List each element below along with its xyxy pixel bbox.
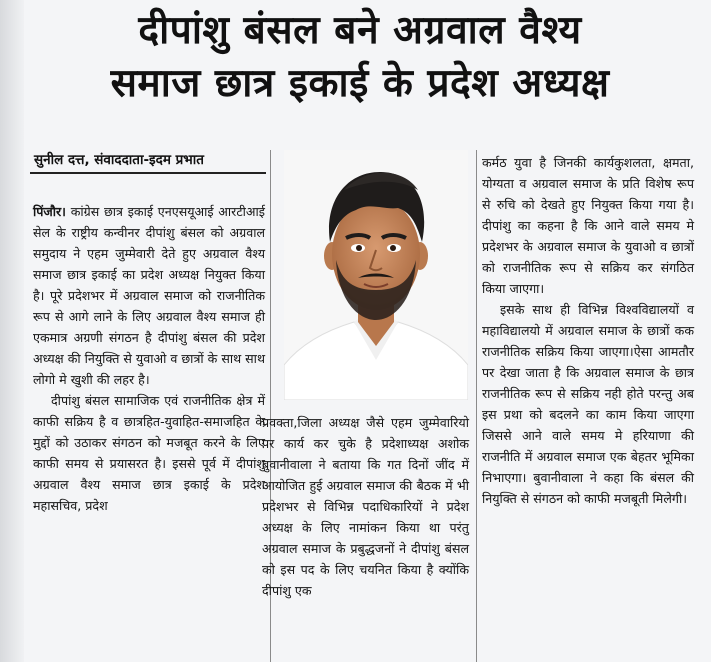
column-divider-2 — [476, 150, 477, 662]
paragraph — [33, 201, 265, 390]
headline — [20, 4, 700, 110]
dateline: पिंजौर। — [33, 204, 66, 219]
portrait-illustration — [284, 150, 468, 400]
paragraph: दीपांशु बंसल सामाजिक एवं राजनीतिक क्षेत्र में काफी सक्रिय है व छात्रहित-युवाहित-समाजहित के मुद्दों को उठाकर संगठन को मजबूत करने के लिए काफी समय से प्रयासरत है। इससे पूर्व में दीपांशु अग्रवाल वैश्य समाज छात्र इकाई के प्रदेश महासचिव, प्रदेश — [33, 393, 265, 513]
byline-rule — [30, 172, 266, 174]
paragraph: इसके साथ ही विभिन्न विश्वविद्यालयों व महाविद्यालयो में अग्रवाल समाज के छात्रों कक राजनीतिक सक्रिय किया जाएगा।ऐसा आमतौर पर देखा जाता है कि अग्रवाल समाज के छात्र राजनीतिक रूप से सक्रिय नही होते परन्तु अब इस प्रथा को बदलने का काम किया जाएगा जिससे आने वाले समय मे हरियाणा की राजनीति में अग्रवाल समाज एक बेहतर भूमिका निभाएगा। बुवानीवाला ने कहा कि बंसल की नियुक्ति से संगठन को काफी मजबूती मिलेगी। — [482, 302, 694, 506]
article-column-3 — [482, 152, 694, 509]
article-column-2 — [262, 412, 469, 601]
paragraph: कर्मठ युवा है जिनकी कार्यकुशलता, क्षमता, योग्यता व अग्रवाल समाज के प्रति विशेष रूप से रुचि को देखते हुए नियुक्त किया गया है। दीपांशु का कहना है कि आने वाले समय मे प्रदेशभर के अग्रवाल समाज के युवाओ व छात्रों को राजनीतिक रूप से सक्रिय कर संगठित किया जाएगा। — [482, 155, 694, 296]
article-column-1 — [33, 201, 265, 516]
byline: सुनील दत्त, संवाददाता-इदम प्रभात — [34, 152, 204, 168]
headline-line-1: दीपांशु बंसल बने अग्रवाल वैश्य — [138, 8, 582, 53]
paragraph-text: कांग्रेस छात्र इकाई एनएसयूआई आरटीआई सेल के राष्ट्रीय कन्वीनर दीपांशु बंसल को अग्रवाल समुदाय ने एहम जुम्मेवारी देते हुए अग्रवाल वैश्य समाज छात्र इकाई का प्रदेश अध्यक्ष नियुक्त किया है। पूरे प्रदेशभर में अग्रवाल समाज को राजनीतिक रूप से आगे लाने के लिए अग्रवाल वैश्य समाज ही एकमात्र अग्रणी संगठन है दीपांशु बंसल की प्रदेश अध्यक्ष की नियुक्ति से युवाओ व छात्रों के साथ साथ लोगो मे खुशी की लहर है। — [33, 204, 265, 387]
headline-line-2: समाज छात्र इकाई के प्रदेश अध्यक्ष — [110, 61, 610, 106]
paragraph: प्रवक्ता,जिला अध्यक्ष जैसे एहम जुम्मेवारियो पर कार्य कर चुके है प्रदेशाध्यक्ष अशोक बुवानीवाला ने बताया कि गत दिनों जींद में आयोजित हुई अग्रवाल समाज की बैठक में भी प्रदेशभर से विभिन्न पदाधिकारियों ने प्रदेश अध्यक्ष के लिए नामांकन किया था परंतु अग्रवाल समाज के प्रबुद्धजनों ने दीपांशु बंसल को इस पद के लिए चयनित किया है क्योंकि दीपांशु एक — [262, 415, 469, 598]
portrait-photo — [284, 150, 468, 400]
